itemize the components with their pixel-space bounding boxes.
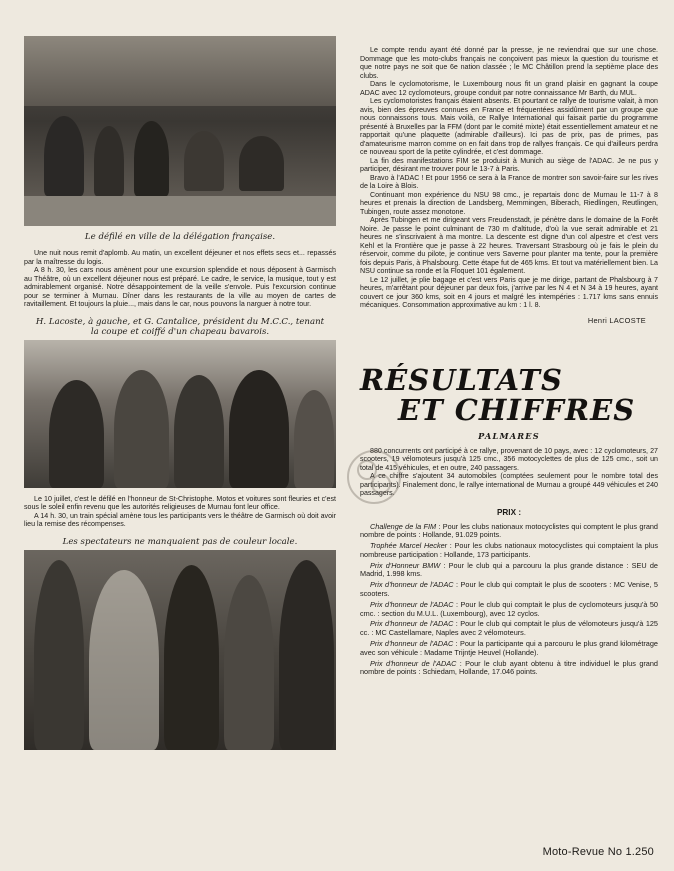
photo-lacoste-cantalice (24, 340, 336, 488)
prize-description: : Pour le club qui comptait le plus de scooters : MC Venise, 5 scooters. (360, 580, 658, 599)
prize-name: Prix d'honneur de l'ADAC (370, 639, 454, 649)
prix-heading: PRIX : (496, 507, 522, 517)
paragraph: Le 10 juillet, c'est le défilé en l'honneur de St-Christophe. Motos et voitures sont fleuries et c'est sous le soleil enfin revenu que les autorités religieuses de Murnau font leur office. (24, 494, 336, 511)
paragraph: Les cyclomotoristes français étaient absents. Et pourtant ce rallye de tourisme valait, à mon avis, bien des épreuves connues en France et fréquentées assidûment par un groupe que nous connaissons tous. Mais voilà, ce Rallye International qui faisait partie du programme présenté à Bruxelles par la FFM (dont par le comité mixte) était essentiellement amateur et ne rapportait qu'une plaquette (admirable d'ailleurs). Ici pas de prix, pas de primes, pas d'amateurisme marron comme on en fait dans trop de rallyes français. Ce qui d'ailleurs perdra ce nouveau sport de la petite cylindrée, et c'est dommage. (360, 97, 658, 156)
paragraph: A 14 h. 30, un train spécial amène tous les participants vers le théâtre de Garmisch où doit avoir lieu la remise des récompenses. (24, 511, 336, 528)
paragraph: La fin des manifestations FIM se produisit à Munich au siège de l'ADAC. Je ne pus y participer, désirant me trouver pour le 13-7 à Paris. (360, 156, 658, 173)
prize-entry (360, 542, 658, 560)
paragraph: Dans le cyclomotorisme, le Luxembourg nous fit un grand plaisir en gagnant la coupe ADAC avec 12 cyclomoteurs, groupe conduit par notre connaissance Mr Barth, du MUL. (360, 80, 658, 97)
prize-description: : Pour la participante qui a parcouru le plus grand kilométrage avec son véhicule : Madame Trijntje Heuvel (Hollande). (360, 639, 658, 657)
prize-name: Prix d'honneur de l'ADAC (370, 580, 454, 590)
prize-entry (360, 601, 658, 619)
prize-name: Trophée Marcel Hecker (370, 541, 448, 551)
prize-description: : Pour le club qui comptait le plus de vélomoteurs jusqu'à 125 cc. : MC Castellamare, Naples avec 2 vélomoteurs. (360, 619, 658, 638)
paragraph: 880 concurrents ont participé à ce rallye, provenant de 10 pays, avec : 12 cyclomoteurs, 27 scooters, 19 vélomoteurs jusqu'à 125 cmc., 356 motocyclettes de plus de 125 cmc., soit un total de 415 véhicules, et en outre, 240 passagers. (360, 446, 658, 472)
prize-entry (360, 581, 658, 599)
paragraph: A 8 h. 30, les cars nous amènent pour une excursion splendide et nous déposent à Garmisch au Théâtre, où un excellent déjeuner nous est préparé. Le cadre, le service, la musique, tout y est admirablement organisé. Notre désappointement de la veille s'envole. Puis l'excursion continue pour se terminer à Murnau. Dîner dans les restaurants de la ville au moyen de cartes de ravitaillement. Et toujours la pluie..., mais dans le car, nous pouvons la narguer à notre tour. (24, 266, 336, 308)
caption-lacoste: H. Lacoste, à gauche, et G. Cantalice, président du M.C.C., tenant la coupe et coiffé d'un chapeau bavarois. (35, 316, 325, 337)
prize-entry (360, 640, 658, 658)
results-heading (360, 362, 658, 427)
caption-parade: Le défilé en ville de la délégation française. (84, 232, 276, 242)
paragraph: Bravo à l'ADAC ! Et pour 1956 ce sera à la France de montrer son savoir-faire sur les rives de la Loire à Blois. (360, 173, 658, 190)
prize-description: : Pour les clubs nationaux motocyclistes qui comptaient la plus nombreuse participation : Hollande, 173 participants. (360, 541, 658, 559)
paragraph: Le compte rendu ayant été donné par la presse, je ne reviendrai que sur une chose. Dommage que les moto-clubs français ne conçoivent pas mieux la question du tourisme et que notre pays ne soit que 6e nation classée ; le MC Châtillon prend la septième place des clubs. (360, 46, 658, 80)
prize-description: : Pour les clubs nationaux motocyclistes qui comptent le plus grand nombre de points : Hollande, 91.029 points. (360, 521, 658, 540)
author-signature: Henri LACOSTE (587, 315, 646, 325)
caption-spectators: Les spectateurs ne manquaient pas de couleur locale. (62, 536, 298, 547)
prize-entry (360, 523, 658, 541)
paragraph: Une nuit nous remit d'aplomb. Au matin, un excellent déjeuner et nos effets secs et... repassés par la maîtresse du logis. (24, 249, 336, 266)
prize-name: Prix d'honneur de l'ADAC (370, 599, 454, 609)
paragraph: A ce chiffre s'ajoutent 34 automobiles (comptées seulement pour le nombre total des participants). Finalement donc, le rallye international de Murnau a groupé 449 véhicules et 240 passagers. (360, 472, 658, 497)
prize-name: Prix d'Honneur BMW (370, 560, 441, 570)
prize-description: : Pour le club qui a parcouru la plus grande distance : SEU de Madrid, 1.998 kms. (360, 560, 658, 579)
prize-entry (360, 620, 658, 638)
photo-spectators (24, 550, 336, 750)
prize-description: : Pour le club qui comptait le plus de cyclomoteurs jusqu'à 50 cmc. : section du M.U.L. (Luxembourg), avec 12 cyclos. (360, 599, 658, 618)
prize-entry (360, 660, 658, 678)
left-column (24, 36, 336, 750)
prize-entry (360, 562, 658, 580)
prize-name: Prix d'honneur de l'ADAC (370, 658, 457, 668)
prize-list (360, 523, 658, 678)
right-column (360, 46, 658, 679)
paragraph: Après Tubingen et me dirigeant vers Freudenstadt, je pénètre dans le domaine de la Forêt Noire. Je passe le point culminant de 730 m d'altitude, d'où la vue serait admirable et 21 heures ne s'inscrivaient à ma montre. La descente est digne d'un col alpestre et c'est vers Kehl et la Frontière que je passe à 22 heures. Traversant Strasbourg où je fais le plein du réservoir, comme du pilote, je continue vers Saverne pour planter ma tente, pour la première fois depuis Paris, à Phalsbourg. Cette étape fut de 465 kms. Et tout va matériellement bien. La NSU continue sa ronde et la Floquet 101 également. (360, 216, 658, 275)
headline-line-2: ET CHIFFRES (398, 392, 636, 427)
prize-name: Prix d'honneur de l'ADAC (370, 619, 454, 629)
palmares-heading: PALMARES (478, 430, 540, 441)
paragraph: Continuant mon expérience du NSU 98 cmc., je repartais donc de Murnau le 11-7 à 8 heures et prenais la direction de Landsberg, Memmingen, Biberach, Riedlingen, Reutlingen, Tubingen, route assez monotone. (360, 190, 658, 216)
prize-name: Challenge de la FIM (370, 521, 437, 531)
prize-description: : Pour le club ayant obtenu à titre individuel le plus grand nombre de points : Schiedam, Hollande, 17.046 points. (360, 658, 658, 677)
watermark-logo (345, 448, 403, 506)
headline-line-1: RÉSULTATS (360, 362, 563, 397)
paragraph: Le 12 juillet, je plie bagage et c'est vers Paris que je me dirige, partant de Phalsbourg à 7 heures, m'arrêtant pour déjeuner par deux fois, j'arrive par les N 4 et N 34 à 19 heures, ayant couvert ce jour 360 kms, soit en 4 jours et malgré les intempéries : 1.717 kms sans ennuis mécaniques. Consommation approximative au km : 1 l. 8. (360, 275, 658, 309)
page-footer: Moto-Revue No 1.250 (542, 846, 654, 858)
photo-parade (24, 36, 336, 226)
